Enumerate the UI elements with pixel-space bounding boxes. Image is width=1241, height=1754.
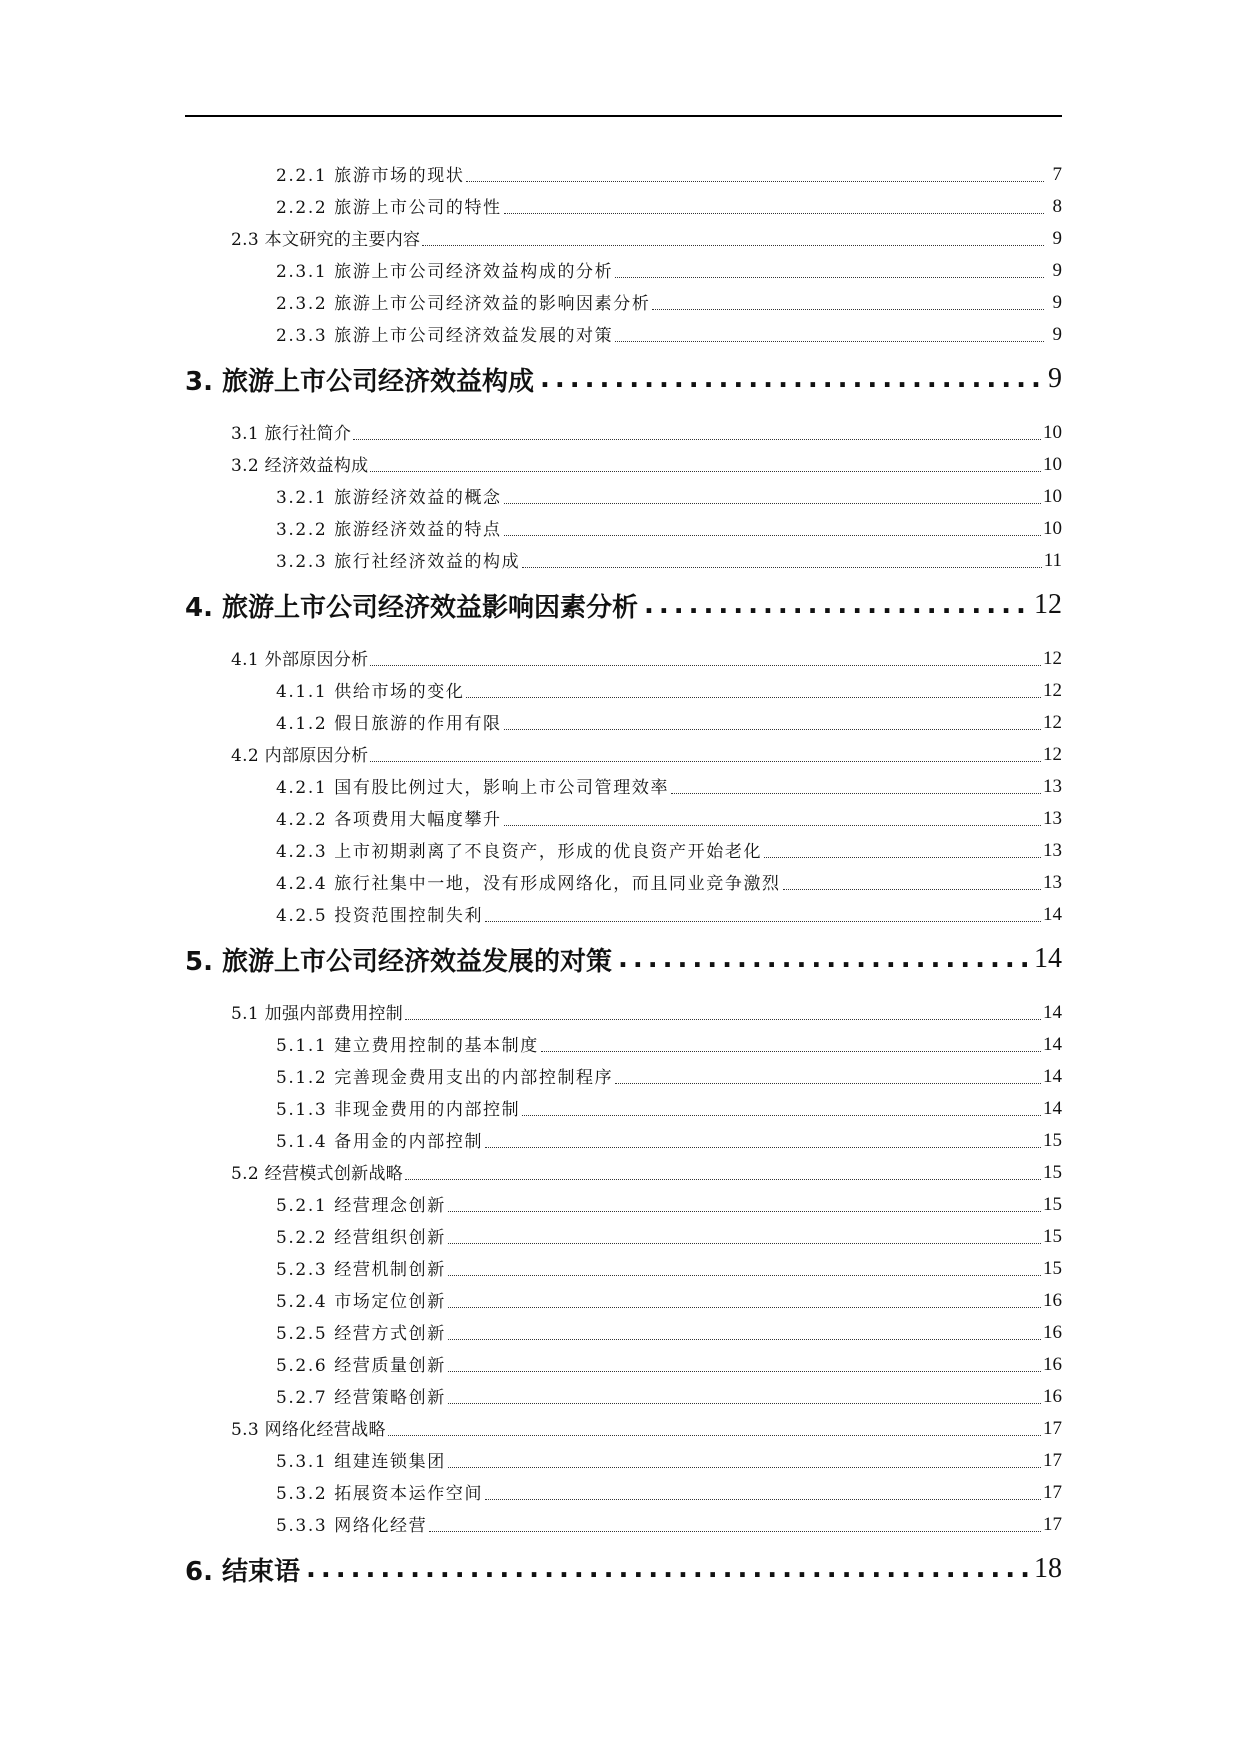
toc-entry-page-number: 16 bbox=[1043, 1354, 1062, 1375]
toc-entry-page-number: 17 bbox=[1043, 1418, 1062, 1439]
toc-entry-page-number: 12 bbox=[1034, 589, 1062, 620]
dot-leader bbox=[615, 1083, 1041, 1084]
dot-leader bbox=[448, 1275, 1041, 1276]
toc-entry[interactable] bbox=[185, 154, 1062, 186]
toc-entry-page-number: 18 bbox=[1034, 1553, 1062, 1584]
toc-entry-page-number: 9 bbox=[1052, 260, 1062, 281]
header-rule bbox=[185, 115, 1062, 117]
toc-entry-page-number: 17 bbox=[1043, 1482, 1062, 1503]
toc-entry-page-number: 9 bbox=[1052, 292, 1062, 313]
dot-leader bbox=[652, 309, 1044, 310]
dot-leader bbox=[485, 1147, 1041, 1148]
toc-entry-title: 2.2.2 旅游上市公司的特性 bbox=[276, 198, 502, 218]
dot-leader bbox=[429, 1531, 1041, 1532]
toc-entry-page-number: 10 bbox=[1043, 454, 1062, 475]
toc-entry[interactable] bbox=[185, 798, 1062, 830]
dot-leader bbox=[504, 535, 1041, 536]
toc-entry-page-number: 13 bbox=[1043, 872, 1062, 893]
toc-entry[interactable] bbox=[185, 250, 1062, 282]
toc-entry-page-number: 11 bbox=[1043, 550, 1062, 571]
toc-entry-title: 2.3 本文研究的主要内容 bbox=[231, 230, 421, 250]
toc-entry-page-number: 16 bbox=[1043, 1290, 1062, 1311]
dot-leader bbox=[422, 245, 1044, 246]
toc-entry[interactable] bbox=[185, 444, 1062, 476]
dot-leader bbox=[671, 793, 1041, 794]
toc-entry[interactable] bbox=[185, 282, 1062, 314]
table-of-contents bbox=[185, 154, 1062, 1602]
toc-entry-title: 3.2.2 旅游经济效益的特点 bbox=[276, 520, 502, 540]
toc-entry-page-number: 17 bbox=[1043, 1514, 1062, 1535]
toc-entry-page-number: 14 bbox=[1043, 1098, 1062, 1119]
dot-leader bbox=[504, 729, 1041, 730]
toc-entry[interactable] bbox=[185, 1472, 1062, 1504]
toc-entry[interactable] bbox=[185, 1440, 1062, 1472]
dot-leader bbox=[504, 503, 1041, 504]
dot-leader bbox=[783, 889, 1041, 890]
toc-entry-page-number: 10 bbox=[1043, 422, 1062, 443]
toc-entry-title: 3.2.3 旅行社经济效益的构成 bbox=[276, 552, 521, 572]
toc-entry[interactable] bbox=[185, 412, 1062, 444]
toc-entry-title: 5.2 经营模式创新战略 bbox=[231, 1164, 404, 1184]
toc-entry-page-number: 15 bbox=[1043, 1130, 1062, 1151]
toc-entry-page-number: 9 bbox=[1052, 228, 1062, 249]
toc-entry-page-number: 15 bbox=[1043, 1226, 1062, 1247]
toc-entry[interactable] bbox=[185, 992, 1062, 1024]
toc-entry-page-number: 15 bbox=[1043, 1258, 1062, 1279]
toc-entry-page-number: 7 bbox=[1052, 164, 1062, 185]
toc-entry[interactable] bbox=[185, 1280, 1062, 1312]
dot-leader bbox=[448, 1307, 1041, 1308]
toc-entry[interactable] bbox=[185, 218, 1062, 250]
dot-leader bbox=[522, 1115, 1041, 1116]
dot-leader bbox=[540, 364, 1042, 394]
toc-entry-page-number: 14 bbox=[1043, 1002, 1062, 1023]
dot-leader bbox=[504, 213, 1044, 214]
toc-entry-title: 5.2.2 经营组织创新 bbox=[276, 1228, 446, 1248]
toc-entry-title: 5.3.1 组建连锁集团 bbox=[276, 1452, 446, 1472]
dot-leader bbox=[485, 1499, 1041, 1500]
toc-entry[interactable] bbox=[185, 1408, 1062, 1440]
toc-entry-title: 4.2 内部原因分析 bbox=[231, 746, 369, 766]
toc-entry[interactable] bbox=[185, 734, 1062, 766]
dot-leader bbox=[615, 277, 1044, 278]
dot-leader bbox=[618, 944, 1030, 974]
toc-entry-title: 5.1.3 非现金费用的内部控制 bbox=[276, 1100, 521, 1120]
toc-entry-page-number: 12 bbox=[1043, 744, 1062, 765]
toc-entry-page-number: 13 bbox=[1043, 776, 1062, 797]
toc-entry-title: 6. 结束语 bbox=[185, 1556, 301, 1587]
toc-entry-title: 5. 旅游上市公司经济效益发展的对策 bbox=[185, 946, 613, 977]
toc-entry[interactable] bbox=[185, 638, 1062, 670]
toc-entry-title: 5.1.2 完善现金费用支出的内部控制程序 bbox=[276, 1068, 614, 1088]
toc-entry[interactable] bbox=[185, 1216, 1062, 1248]
dot-leader bbox=[370, 471, 1041, 472]
toc-entry-page-number: 13 bbox=[1043, 840, 1062, 861]
dot-leader bbox=[541, 1051, 1041, 1052]
dot-leader bbox=[522, 567, 1041, 568]
dot-leader bbox=[644, 590, 1030, 620]
toc-entry-page-number: 10 bbox=[1043, 486, 1062, 507]
toc-entry[interactable] bbox=[185, 1536, 1062, 1602]
toc-entry[interactable] bbox=[185, 1312, 1062, 1344]
toc-entry-title: 5.2.5 经营方式创新 bbox=[276, 1324, 446, 1344]
toc-entry[interactable] bbox=[185, 540, 1062, 572]
dot-leader bbox=[370, 761, 1041, 762]
toc-entry[interactable] bbox=[185, 1056, 1062, 1088]
dot-leader bbox=[405, 1179, 1041, 1180]
toc-entry-page-number: 9 bbox=[1048, 363, 1062, 394]
toc-entry[interactable] bbox=[185, 1248, 1062, 1280]
toc-entry[interactable] bbox=[185, 862, 1062, 894]
toc-entry-title: 4.1.2 假日旅游的作用有限 bbox=[276, 714, 502, 734]
toc-entry-title: 2.2.1 旅游市场的现状 bbox=[276, 166, 465, 186]
toc-entry-title: 4. 旅游上市公司经济效益影响因素分析 bbox=[185, 592, 639, 623]
dot-leader bbox=[448, 1211, 1041, 1212]
toc-entry-title: 4.1 外部原因分析 bbox=[231, 650, 369, 670]
toc-entry-title: 5.3.2 拓展资本运作空间 bbox=[276, 1484, 484, 1504]
toc-entry-title: 4.2.4 旅行社集中一地，没有形成网络化，而且同业竞争激烈 bbox=[276, 874, 781, 894]
toc-entry-title: 5.3.3 网络化经营 bbox=[276, 1516, 428, 1536]
toc-entry-page-number: 13 bbox=[1043, 808, 1062, 829]
toc-entry[interactable] bbox=[185, 830, 1062, 862]
toc-entry-title: 5.1.1 建立费用控制的基本制度 bbox=[276, 1036, 539, 1056]
toc-entry-page-number: 14 bbox=[1043, 1066, 1062, 1087]
dot-leader bbox=[466, 697, 1041, 698]
toc-entry[interactable] bbox=[185, 1184, 1062, 1216]
toc-entry-title: 5.1 加强内部费用控制 bbox=[231, 1004, 404, 1024]
toc-entry[interactable] bbox=[185, 508, 1062, 540]
dot-leader bbox=[504, 825, 1041, 826]
toc-entry-title: 4.2.2 各项费用大幅度攀升 bbox=[276, 810, 502, 830]
toc-entry-title: 3.1 旅行社简介 bbox=[231, 424, 352, 444]
dot-leader bbox=[388, 1435, 1041, 1436]
toc-entry-page-number: 10 bbox=[1043, 518, 1062, 539]
toc-entry[interactable] bbox=[185, 186, 1062, 218]
toc-entry-page-number: 15 bbox=[1043, 1162, 1062, 1183]
dot-leader bbox=[353, 439, 1041, 440]
toc-entry[interactable] bbox=[185, 766, 1062, 798]
toc-entry-title: 5.2.3 经营机制创新 bbox=[276, 1260, 446, 1280]
toc-entry-page-number: 12 bbox=[1043, 648, 1062, 669]
toc-entry[interactable] bbox=[185, 346, 1062, 412]
toc-entry-title: 5.1.4 备用金的内部控制 bbox=[276, 1132, 484, 1152]
toc-entry[interactable] bbox=[185, 1504, 1062, 1536]
toc-entry[interactable] bbox=[185, 1088, 1062, 1120]
toc-entry-title: 2.3.3 旅游上市公司经济效益发展的对策 bbox=[276, 326, 614, 346]
toc-entry-title: 5.2.4 市场定位创新 bbox=[276, 1292, 446, 1312]
toc-entry[interactable] bbox=[185, 1120, 1062, 1152]
toc-entry-title: 4.1.1 供给市场的变化 bbox=[276, 682, 465, 702]
toc-entry-page-number: 14 bbox=[1034, 943, 1062, 974]
dot-leader bbox=[448, 1467, 1041, 1468]
toc-entry-title: 4.2.5 投资范围控制失利 bbox=[276, 906, 484, 926]
dot-leader bbox=[615, 341, 1044, 342]
toc-entry[interactable] bbox=[185, 1344, 1062, 1376]
toc-entry[interactable] bbox=[185, 476, 1062, 508]
toc-entry[interactable] bbox=[185, 702, 1062, 734]
dot-leader bbox=[448, 1403, 1041, 1404]
dot-leader bbox=[370, 665, 1041, 666]
toc-entry-title: 4.2.1 国有股比例过大，影响上市公司管理效率 bbox=[276, 778, 670, 798]
toc-entry-title: 3.2 经济效益构成 bbox=[231, 456, 369, 476]
toc-entry-page-number: 12 bbox=[1043, 680, 1062, 701]
dot-leader bbox=[485, 921, 1041, 922]
toc-entry-title: 2.3.2 旅游上市公司经济效益的影响因素分析 bbox=[276, 294, 651, 314]
toc-entry-page-number: 17 bbox=[1043, 1450, 1062, 1471]
toc-entry-page-number: 14 bbox=[1043, 904, 1062, 925]
toc-entry[interactable] bbox=[185, 314, 1062, 346]
toc-entry[interactable] bbox=[185, 1152, 1062, 1184]
toc-entry-title: 5.2.6 经营质量创新 bbox=[276, 1356, 446, 1376]
toc-entry-page-number: 12 bbox=[1043, 712, 1062, 733]
toc-entry-page-number: 16 bbox=[1043, 1322, 1062, 1343]
dot-leader bbox=[764, 857, 1041, 858]
dot-leader bbox=[405, 1019, 1041, 1020]
toc-entry-page-number: 8 bbox=[1052, 196, 1062, 217]
toc-entry-page-number: 9 bbox=[1052, 324, 1062, 345]
dot-leader bbox=[448, 1371, 1041, 1372]
dot-leader bbox=[448, 1339, 1041, 1340]
toc-entry[interactable] bbox=[185, 894, 1062, 926]
dot-leader bbox=[466, 181, 1044, 182]
toc-entry-title: 4.2.3 上市初期剥离了不良资产，形成的优良资产开始老化 bbox=[276, 842, 763, 862]
toc-entry-title: 3. 旅游上市公司经济效益构成 bbox=[185, 366, 535, 397]
toc-entry[interactable] bbox=[185, 926, 1062, 992]
toc-entry-title: 5.2.1 经营理念创新 bbox=[276, 1196, 446, 1216]
toc-entry-title: 2.3.1 旅游上市公司经济效益构成的分析 bbox=[276, 262, 614, 282]
toc-entry[interactable] bbox=[185, 572, 1062, 638]
toc-entry[interactable] bbox=[185, 1024, 1062, 1056]
toc-entry-title: 3.2.1 旅游经济效益的概念 bbox=[276, 488, 502, 508]
toc-entry-title: 5.2.7 经营策略创新 bbox=[276, 1388, 446, 1408]
toc-entry-page-number: 16 bbox=[1043, 1386, 1062, 1407]
dot-leader bbox=[306, 1554, 1030, 1584]
dot-leader bbox=[448, 1243, 1041, 1244]
toc-entry[interactable] bbox=[185, 1376, 1062, 1408]
toc-entry-page-number: 14 bbox=[1043, 1034, 1062, 1055]
toc-entry-title: 5.3 网络化经营战略 bbox=[231, 1420, 386, 1440]
toc-entry[interactable] bbox=[185, 670, 1062, 702]
toc-entry-page-number: 15 bbox=[1043, 1194, 1062, 1215]
